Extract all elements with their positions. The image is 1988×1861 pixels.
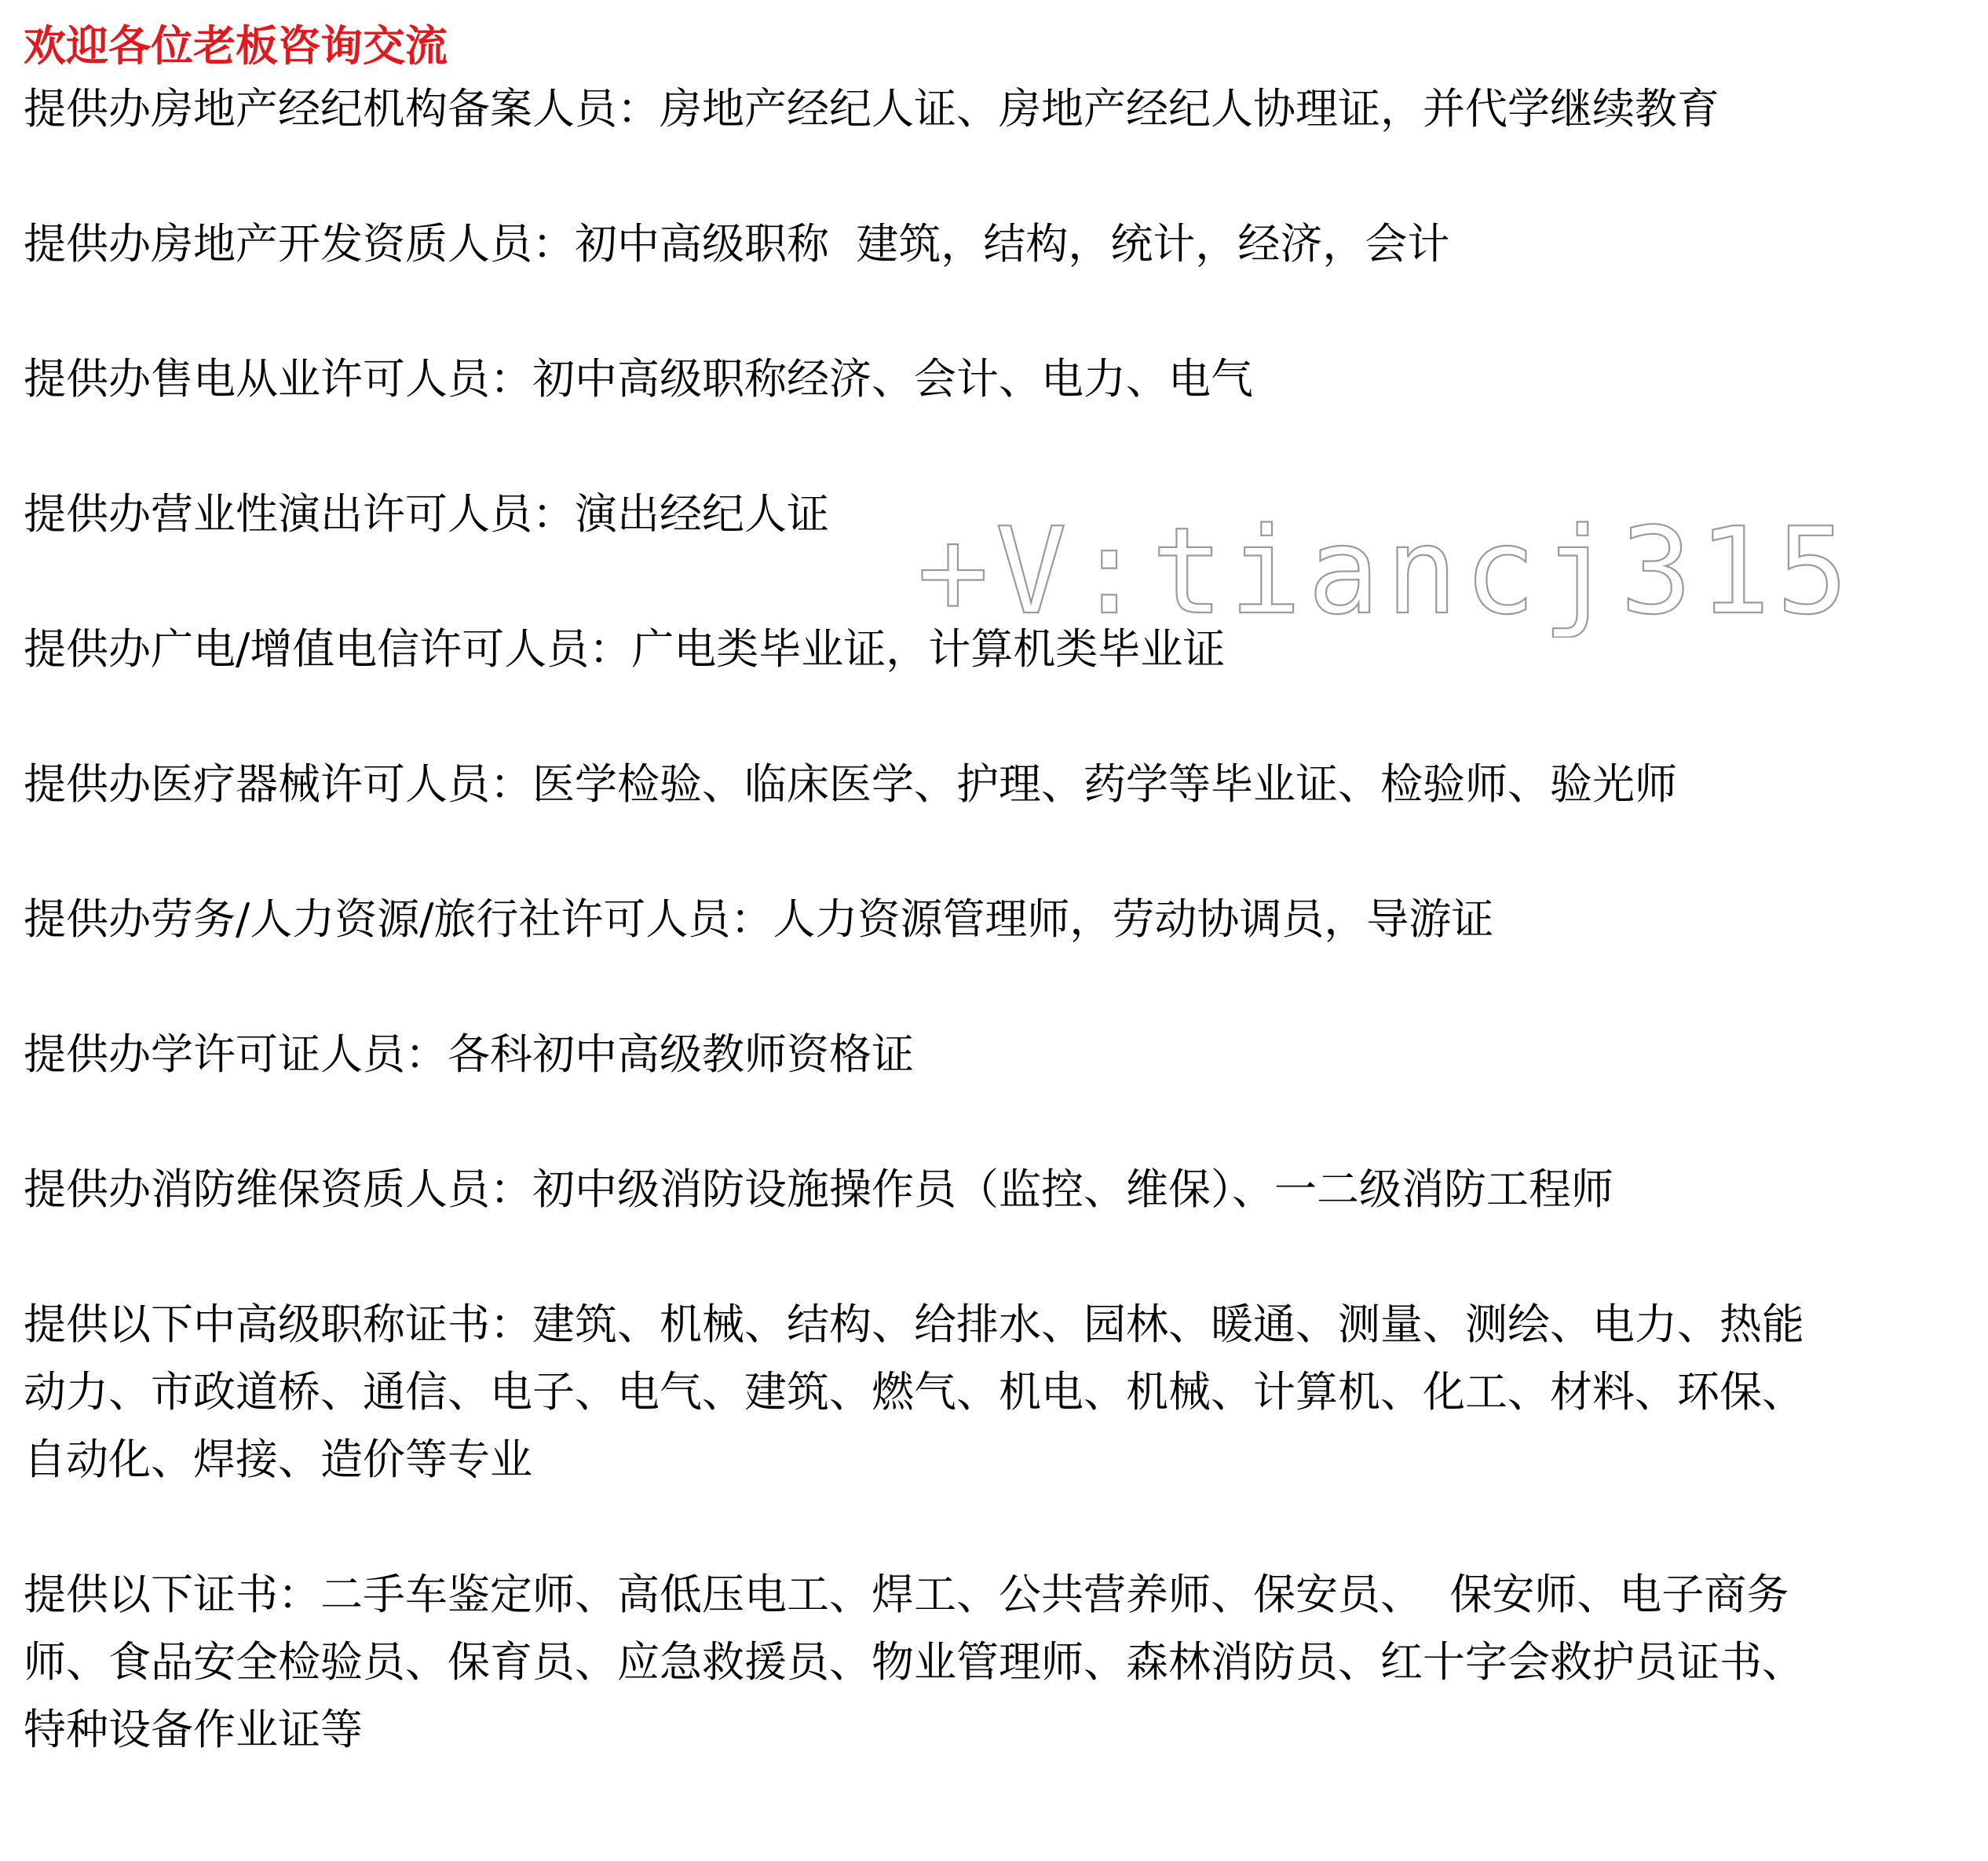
paragraph-performance-license: 提供办营业性演出许可人员：演出经纪人证 <box>24 489 829 539</box>
paragraph-real-estate-broker: 提供办房地产经纪机构备案人员：房地产经纪人证、房地产经纪人协理证，并代学继续教育 <box>24 84 1719 133</box>
paragraph-real-estate-development: 提供办房地产开发资质人员：初中高级职称 建筑，结构，统计，经济，会计 <box>24 219 1450 269</box>
document-title: 欢迎各位老板咨询交流 <box>24 20 448 71</box>
paragraph-medical-devices: 提供办医疗器械许可人员：医学检验、临床医学、护理、药学等毕业证、检验师、验光师 <box>24 759 1677 809</box>
paragraph-electricity-sales: 提供办售电从业许可人员：初中高级职称经济、会计、电力、电气 <box>24 354 1253 404</box>
paragraph-fire-maintenance: 提供办消防维保资质人员：初中级消防设施操作员（监控、维保）、一二级消防工程师 <box>24 1164 1613 1214</box>
paragraph-certificates: 提供以下证书：二手车鉴定师、高低压电工、焊工、公共营养师、保安员、 保安师、电子商务师、食品安全检验员、保育员、应急救援员、物业管理师、森林消防员、红十字会救护员证书、特种设备作业证等 <box>24 1570 1804 1754</box>
watermark-text: +V:tiancj315 <box>917 512 1855 638</box>
document-body <box>24 17 1829 1831</box>
paragraph-professional-titles: 提供以下中高级职称证书：建筑、机械、结构、给排水、园林、暖通、测量、测绘、电力、热能动力、市政道桥、通信、电子、电气、建筑、燃气、机电、机械、计算机、化工、材料、环保、自动化、焊接、造价等专业 <box>24 1300 1804 1484</box>
paragraph-school-license: 提供办学许可证人员：各科初中高级教师资格证 <box>24 1029 914 1079</box>
paragraph-broadcast-telecom: 提供办广电/增值电信许可人员：广电类毕业证，计算机类毕业证 <box>24 624 1226 674</box>
paragraph-labor-hr-travel: 提供办劳务/人力资源/旅行社许可人员：人力资源管理师，劳动协调员，导游证 <box>24 894 1494 944</box>
